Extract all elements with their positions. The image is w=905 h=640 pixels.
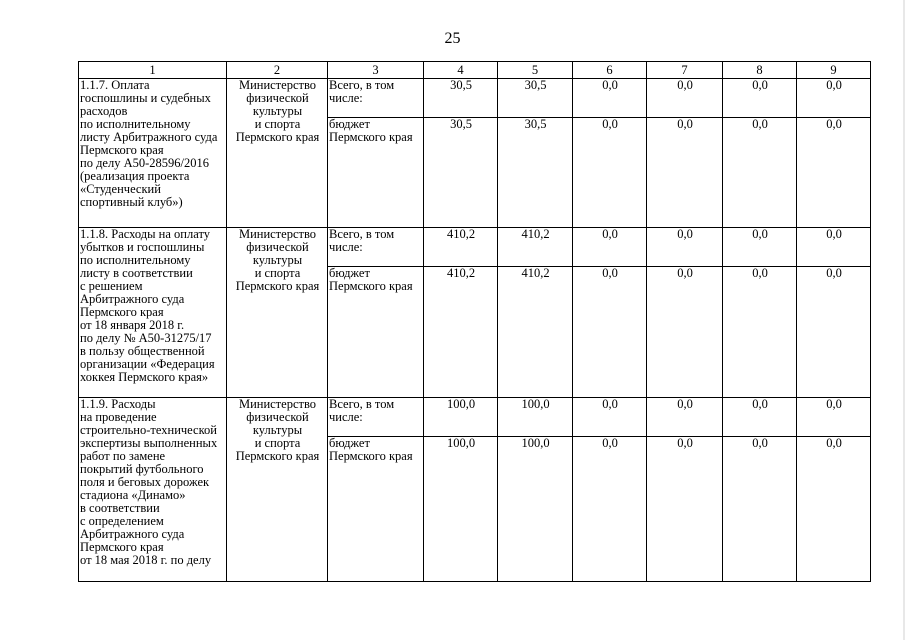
funding-source: Всего, в том числе: bbox=[328, 79, 424, 118]
amount-cell: 0,0 bbox=[573, 79, 647, 118]
amount-cell: 410,2 bbox=[424, 267, 498, 398]
measure-description: 1.1.8. Расходы на оплату убытков и госпошлины по исполнительному листу в соответствии с решением Арбитражного суда Пермского края от 18 января 2018 г. по делу № А50-31275/17 в пользу общественной организации «Федерация хоккея Пермского края» bbox=[79, 228, 227, 398]
amount-cell: 0,0 bbox=[797, 267, 871, 398]
funding-source: Всего, в том числе: bbox=[328, 228, 424, 267]
amount-cell: 0,0 bbox=[723, 118, 797, 228]
column-header: 5 bbox=[498, 62, 573, 79]
page-number: 25 bbox=[444, 30, 461, 47]
funding-source: бюджет Пермского края bbox=[328, 437, 424, 582]
funding-source: бюджет Пермского края bbox=[328, 118, 424, 228]
budget-table bbox=[78, 61, 871, 582]
amount-cell: 0,0 bbox=[647, 228, 723, 267]
responsible-ministry: Министерство физической культуры и спорта Пермского края bbox=[227, 228, 328, 398]
amount-cell: 0,0 bbox=[723, 267, 797, 398]
column-header: 8 bbox=[723, 62, 797, 79]
responsible-ministry: Министерство физической культуры и спорта Пермского края bbox=[227, 398, 328, 582]
amount-cell: 0,0 bbox=[573, 267, 647, 398]
column-header: 1 bbox=[79, 62, 227, 79]
column-header: 7 bbox=[647, 62, 723, 79]
column-header: 2 bbox=[227, 62, 328, 79]
amount-cell: 0,0 bbox=[573, 398, 647, 437]
amount-cell: 0,0 bbox=[573, 437, 647, 582]
amount-cell: 410,2 bbox=[498, 267, 573, 398]
amount-cell: 100,0 bbox=[424, 398, 498, 437]
amount-cell: 0,0 bbox=[647, 437, 723, 582]
column-number-row bbox=[79, 62, 871, 79]
amount-cell: 100,0 bbox=[498, 398, 573, 437]
amount-cell: 100,0 bbox=[424, 437, 498, 582]
amount-cell: 30,5 bbox=[424, 79, 498, 118]
amount-cell: 410,2 bbox=[424, 228, 498, 267]
column-header: 6 bbox=[573, 62, 647, 79]
amount-cell: 0,0 bbox=[723, 79, 797, 118]
table-row-total bbox=[79, 228, 871, 267]
column-header: 4 bbox=[424, 62, 498, 79]
measure-description: 1.1.9. Расходы на проведение строительно-технической экспертизы выполненных работ по замене покрытий футбольного поля и беговых дорожек стадиона «Динамо» в соответствии с определением Арбитражного суда Пермского края от 18 мая 2018 г. по делу bbox=[79, 398, 227, 582]
amount-cell: 30,5 bbox=[498, 118, 573, 228]
amount-cell: 0,0 bbox=[797, 437, 871, 582]
table-body bbox=[79, 79, 871, 582]
amount-cell: 0,0 bbox=[797, 118, 871, 228]
table-row-total bbox=[79, 398, 871, 437]
column-header: 3 bbox=[328, 62, 424, 79]
amount-cell: 0,0 bbox=[723, 398, 797, 437]
amount-cell: 0,0 bbox=[573, 228, 647, 267]
responsible-ministry: Министерство физической культуры и спорта Пермского края bbox=[227, 79, 328, 228]
measure-description: 1.1.7. Оплата госпошлины и судебных расходов по исполнительному листу Арбитражного суда Пермского края по делу А50-28596/2016 (реализация проекта «Студенческий спортивный клуб») bbox=[79, 79, 227, 228]
funding-source: Всего, в том числе: bbox=[328, 398, 424, 437]
amount-cell: 0,0 bbox=[647, 79, 723, 118]
amount-cell: 0,0 bbox=[647, 267, 723, 398]
amount-cell: 0,0 bbox=[723, 228, 797, 267]
column-header: 9 bbox=[797, 62, 871, 79]
funding-source: бюджет Пермского края bbox=[328, 267, 424, 398]
amount-cell: 0,0 bbox=[647, 398, 723, 437]
amount-cell: 0,0 bbox=[797, 228, 871, 267]
amount-cell: 30,5 bbox=[424, 118, 498, 228]
amount-cell: 100,0 bbox=[498, 437, 573, 582]
amount-cell: 0,0 bbox=[573, 118, 647, 228]
amount-cell: 410,2 bbox=[498, 228, 573, 267]
table-row-total bbox=[79, 79, 871, 118]
amount-cell: 0,0 bbox=[723, 437, 797, 582]
amount-cell: 0,0 bbox=[797, 398, 871, 437]
amount-cell: 0,0 bbox=[797, 79, 871, 118]
amount-cell: 30,5 bbox=[498, 79, 573, 118]
amount-cell: 0,0 bbox=[647, 118, 723, 228]
